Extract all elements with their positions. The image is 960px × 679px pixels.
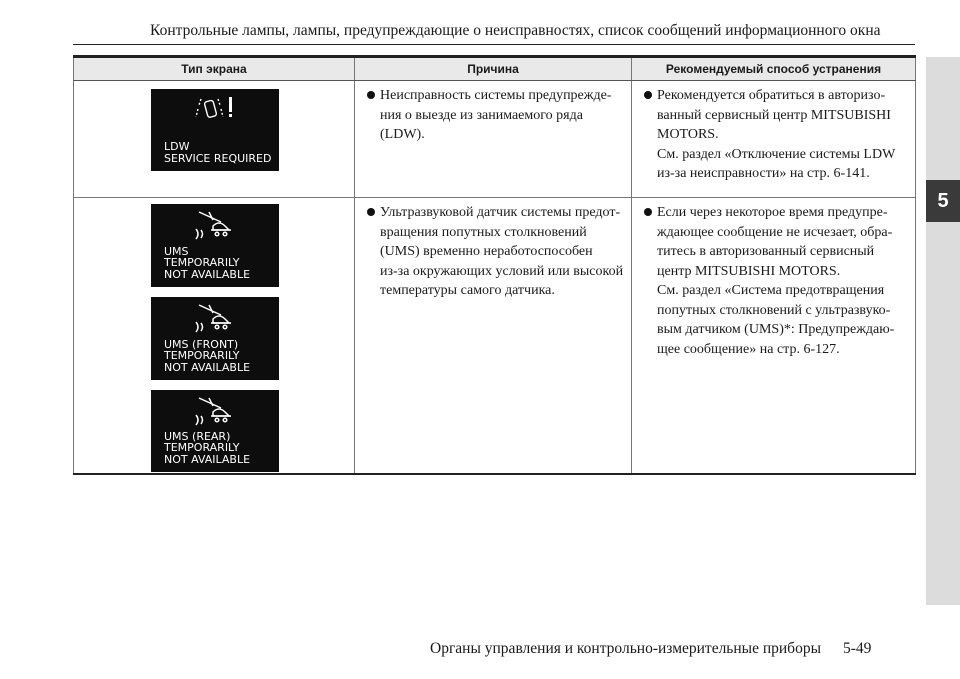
cause-text: Неисправность системы предупрежде- ния о выезде из занимаемого ряда (LDW). xyxy=(380,88,612,142)
display-screen-ums-front xyxy=(151,297,279,380)
page-footer xyxy=(430,640,871,658)
ums-front-screen-message: UMS (FRONT) TEMPORARILY NOT AVAILABLE xyxy=(164,337,251,374)
cause-bullet xyxy=(355,203,631,301)
table-row xyxy=(74,198,916,474)
display-screen-ums xyxy=(151,204,279,287)
cause-text: Ультразвуковой датчик системы предот- вращения попутных столкновений (UMS) временно неработоспособен из-за окружающих условий или высокой температуры самого датчика. xyxy=(380,205,624,298)
bullet-icon xyxy=(367,208,375,216)
ldw-screen-message: LDW SERVICE REQUIRED xyxy=(164,140,272,165)
cause-bullet xyxy=(355,86,631,145)
display-screen-ldw xyxy=(151,89,279,171)
ldw-warning-icon xyxy=(151,93,279,137)
table-header-row xyxy=(74,57,916,81)
bullet-icon xyxy=(644,208,652,216)
cause-cell xyxy=(355,81,632,198)
bullet-icon xyxy=(367,91,375,99)
footer-section-title: Органы управления и контрольно-измерительные приборы xyxy=(430,640,821,657)
remedy-cell xyxy=(632,198,916,474)
remedy-cell xyxy=(632,81,916,198)
remedy-text: Если через некоторое время предупре- ждающее сообщение не исчезает, обра- титесь в авторизованный сервисный центр MITSUBISHI MOTORS. См. раздел «Система предотвращения попутных столкновений с ультразвуко- вым датчиком (UMS)*: Предупреждаю- щее сообщение» на стр. 6-127. xyxy=(657,205,895,357)
column-header-screen-type: Тип экрана xyxy=(74,57,355,81)
chapter-side-tab xyxy=(926,57,960,605)
page-header-title: Контрольные лампы, лампы, предупреждающие о неисправностях, список сообщений информационного окна xyxy=(150,22,881,39)
screen-type-cell xyxy=(74,198,355,474)
display-screen-ums-rear xyxy=(151,390,279,472)
header-rule xyxy=(73,44,915,45)
page-number: 5-49 xyxy=(842,640,872,657)
remedy-text: Рекомендуется обратиться в авторизо- ванный сервисный центр MITSUBISHI MOTORS. См. раздел «Отключение системы LDW из-за неисправности» на стр. 6-141. xyxy=(657,88,896,181)
remedy-bullet xyxy=(632,203,915,359)
ums-screen-message: UMS TEMPORARILY NOT AVAILABLE xyxy=(164,244,251,281)
cause-cell xyxy=(355,198,632,474)
column-header-remedy: Рекомендуемый способ устранения xyxy=(632,57,916,81)
column-header-cause: Причина xyxy=(355,57,632,81)
bullet-icon xyxy=(644,91,652,99)
ums-rear-screen-message: UMS (REAR) TEMPORARILY NOT AVAILABLE xyxy=(164,429,251,466)
messages-table xyxy=(73,55,916,475)
remedy-bullet xyxy=(632,86,915,184)
chapter-number: 5 xyxy=(926,180,960,222)
table-row xyxy=(74,81,916,198)
screen-type-cell xyxy=(74,81,355,198)
